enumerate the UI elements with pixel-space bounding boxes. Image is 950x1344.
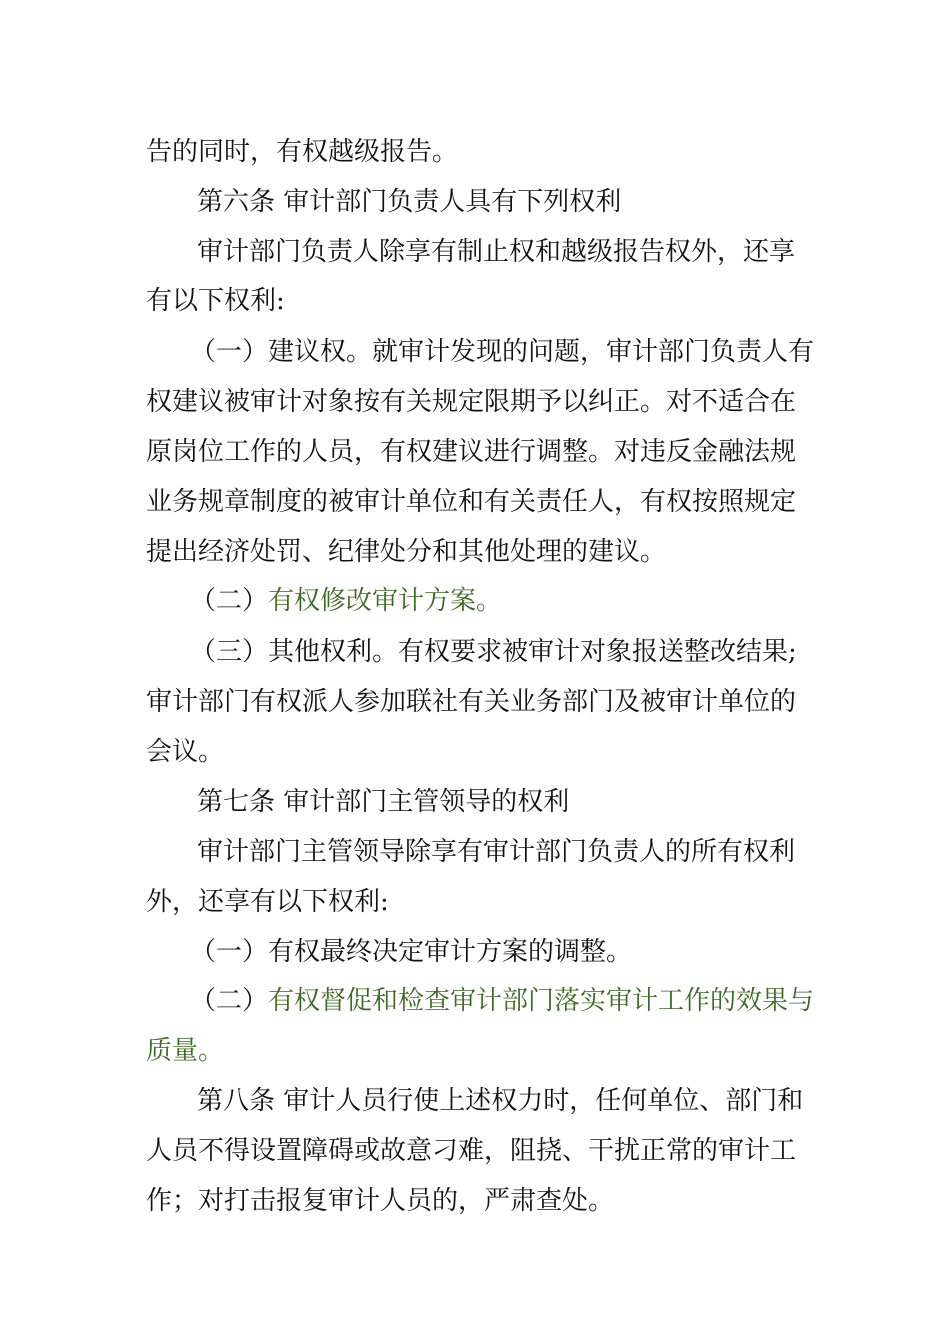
- text-line: 作；对打击报复审计人员的，严肃查处。: [146, 1186, 615, 1216]
- list-item: [190, 985, 814, 1017]
- text-line: 外，还享有以下权利:: [146, 887, 389, 917]
- text-line: 审计部门负责人除享有制止权和越级报告权外，还享: [197, 237, 796, 267]
- highlighted-text: 有权督促和检查审计部门落实审计工作的效果与: [268, 986, 815, 1016]
- list-item: [190, 585, 502, 617]
- text-line: 审计部门主管领导除享有审计部门负责人的所有权利: [197, 837, 796, 867]
- highlighted-text: 质量。: [146, 1036, 225, 1066]
- text-line: 业务规章制度的被审计单位和有关责任人，有权按照规定: [146, 487, 797, 517]
- list-marker: （二）: [190, 586, 269, 616]
- text-line: 第八条 审计人员行使上述权力时，任何单位、部门和: [197, 1086, 804, 1116]
- text-line: （一）建议权。就审计发现的问题，审计部门负责人有: [190, 337, 815, 367]
- highlighted-text: 有权修改审计方案。: [268, 586, 503, 616]
- text-line: 人员不得设置障碍或故意刁难，阻挠、干扰正常的审计工: [146, 1136, 797, 1166]
- article-heading: 第七条 审计部门主管领导的权利: [197, 787, 570, 817]
- list-marker: （二）: [190, 986, 269, 1016]
- text-line: 有以下权利:: [146, 286, 285, 316]
- text-line: 原岗位工作的人员，有权建议进行调整。对违反金融法规: [146, 437, 797, 467]
- text-line: （一）有权最终决定审计方案的调整。: [190, 937, 633, 967]
- text-line: 权建议被审计对象按有关规定限期予以纠正。对不适合在: [146, 387, 797, 417]
- text-line: 审计部门有权派人参加联社有关业务部门及被审计单位的: [146, 687, 797, 717]
- text-line: 会议。: [146, 737, 225, 767]
- text-line: 告的同时，有权越级报告。: [146, 137, 459, 167]
- text-line: （三）其他权利。有权要求被审计对象报送整改结果;: [190, 637, 797, 667]
- article-heading: 第六条 审计部门负责人具有下列权利: [197, 187, 622, 217]
- text-line: 提出经济处罚、纪律处分和其他处理的建议。: [146, 537, 667, 567]
